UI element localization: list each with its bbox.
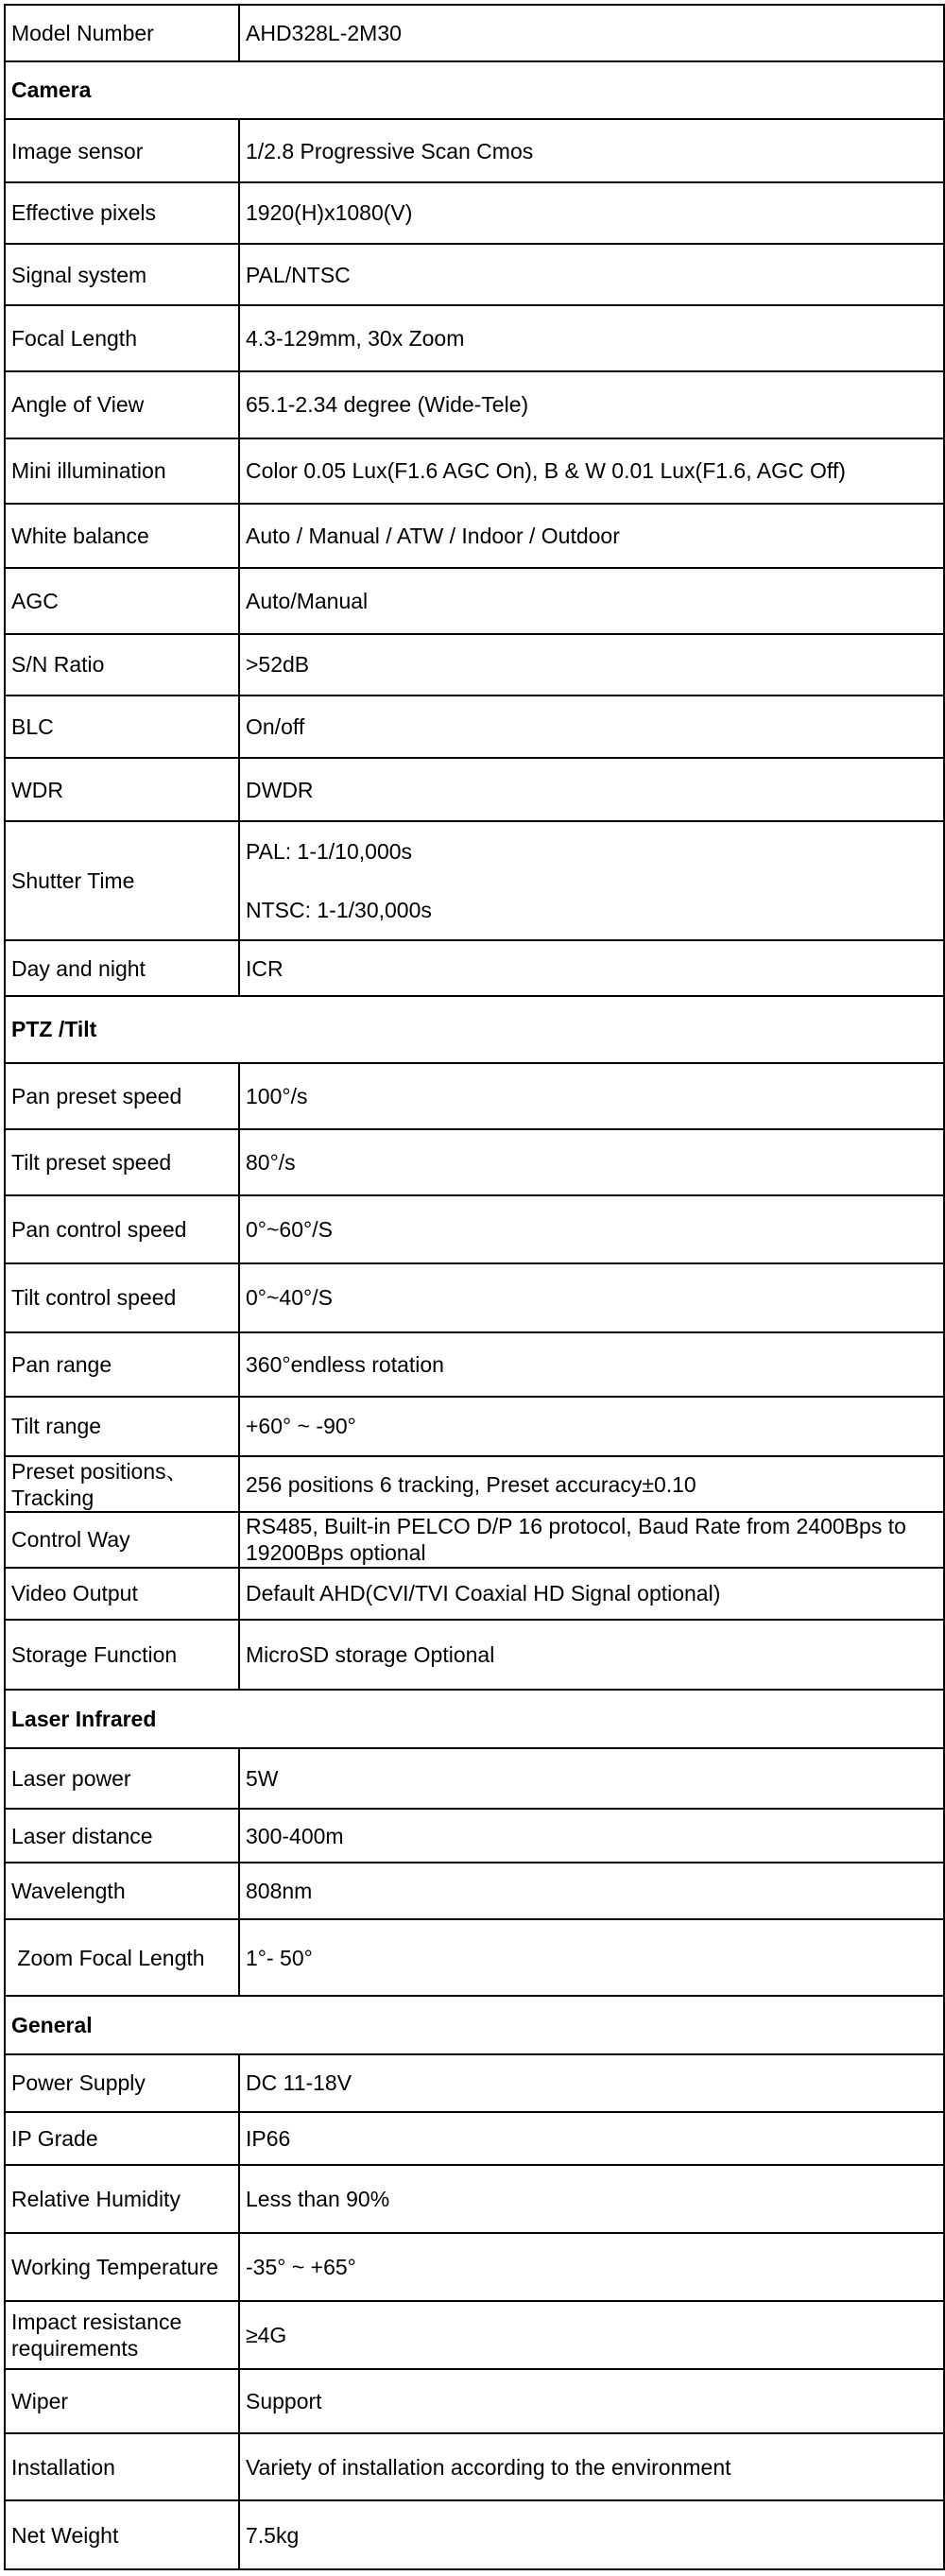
spec-row xyxy=(5,1129,944,1196)
spec-value: Variety of installation according to the environment xyxy=(239,2433,944,2500)
spec-label: Net Weight xyxy=(5,2500,239,2569)
spec-value-line: NTSC: 1-1/30,000s xyxy=(246,898,432,923)
spec-value: Auto / Manual / ATW / Indoor / Outdoor xyxy=(239,504,944,569)
spec-value: Support xyxy=(239,2369,944,2434)
spec-row xyxy=(5,2433,944,2500)
spec-label: Impact resistance requirements xyxy=(5,2301,239,2369)
spec-value: 808nm xyxy=(239,1863,944,1920)
spec-label: IP Grade xyxy=(5,2112,239,2166)
spec-row xyxy=(5,1863,944,1920)
spec-value: DWDR xyxy=(239,758,944,821)
spec-row xyxy=(5,2369,944,2434)
spec-row xyxy=(5,1063,944,1129)
section-header-row xyxy=(5,1690,944,1748)
spec-label: Image sensor xyxy=(5,119,239,182)
spec-value: 360°endless rotation xyxy=(239,1332,944,1397)
spec-label: Control Way xyxy=(5,1512,239,1568)
spec-value: On/off xyxy=(239,696,944,759)
spec-label: Shutter Time xyxy=(5,821,239,940)
spec-value: 4.3-129mm, 30x Zoom xyxy=(239,305,944,371)
spec-row xyxy=(5,1620,944,1690)
spec-value: 5W xyxy=(239,1748,944,1810)
spec-value: RS485, Built-in PELCO D/P 16 protocol, Baud Rate from 2400Bps to 19200Bps optional xyxy=(239,1512,944,1568)
spec-row xyxy=(5,2112,944,2166)
spec-row xyxy=(5,504,944,569)
spec-value: >52dB xyxy=(239,634,944,696)
spec-value-line: PAL: 1-1/10,000s xyxy=(246,839,413,865)
spec-label: AGC xyxy=(5,568,239,634)
spec-label: BLC xyxy=(5,696,239,759)
spec-value: 300-400m xyxy=(239,1809,944,1863)
spec-label: Mini illumination xyxy=(5,438,239,504)
spec-value: 65.1-2.34 degree (Wide-Tele) xyxy=(239,371,944,438)
spec-row xyxy=(5,1512,944,1568)
spec-row xyxy=(5,940,944,996)
spec-row xyxy=(5,2165,944,2233)
spec-value: 256 positions 6 tracking, Preset accuracy±0.10 xyxy=(239,1456,944,1512)
spec-label: Focal Length xyxy=(5,305,239,371)
spec-row xyxy=(5,2500,944,2569)
spec-value: IP66 xyxy=(239,2112,944,2166)
spec-row xyxy=(5,2233,944,2301)
spec-row xyxy=(5,1748,944,1810)
spec-value: 100°/s xyxy=(239,1063,944,1129)
spec-row xyxy=(5,119,944,182)
spec-table xyxy=(4,4,945,2570)
spec-label: Model Number xyxy=(5,5,239,61)
spec-label: Power Supply xyxy=(5,2054,239,2112)
spec-label: Day and night xyxy=(5,940,239,996)
spec-row xyxy=(5,1568,944,1621)
spec-value: 1°- 50° xyxy=(239,1919,944,1996)
spec-value: Default AHD(CVI/TVI Coaxial HD Signal optional) xyxy=(239,1568,944,1621)
spec-row xyxy=(5,1263,944,1332)
spec-label: Wavelength xyxy=(5,1863,239,1920)
spec-label: Video Output xyxy=(5,1568,239,1621)
spec-value xyxy=(239,821,944,940)
spec-row xyxy=(5,1195,944,1263)
spec-label: WDR xyxy=(5,758,239,821)
spec-row xyxy=(5,2301,944,2369)
spec-label: Signal system xyxy=(5,244,239,306)
spec-row xyxy=(5,1397,944,1457)
section-header-row xyxy=(5,1996,944,2054)
spec-label: Effective pixels xyxy=(5,182,239,244)
spec-row xyxy=(5,1456,944,1512)
spec-value: 1/2.8 Progressive Scan Cmos xyxy=(239,119,944,182)
spec-row xyxy=(5,1919,944,1996)
section-title: General xyxy=(5,1996,944,2054)
spec-row xyxy=(5,371,944,438)
spec-value: PAL/NTSC xyxy=(239,244,944,306)
spec-row xyxy=(5,2054,944,2112)
spec-value: Auto/Manual xyxy=(239,568,944,634)
spec-row xyxy=(5,182,944,244)
spec-label: Wiper xyxy=(5,2369,239,2434)
spec-value: Color 0.05 Lux(F1.6 AGC On), B & W 0.01 Lux(F1.6, AGC Off) xyxy=(239,438,944,504)
spec-label: S/N Ratio xyxy=(5,634,239,696)
spec-label: Pan control speed xyxy=(5,1195,239,1263)
spec-value: -35° ~ +65° xyxy=(239,2233,944,2301)
spec-value: AHD328L-2M30 xyxy=(239,5,944,61)
spec-value: 80°/s xyxy=(239,1129,944,1196)
section-title: PTZ /Tilt xyxy=(5,996,944,1063)
spec-label: Tilt control speed xyxy=(5,1263,239,1332)
section-header-row xyxy=(5,61,944,120)
spec-value: +60° ~ -90° xyxy=(239,1397,944,1457)
spec-value: 0°~60°/S xyxy=(239,1195,944,1263)
section-header-row xyxy=(5,996,944,1063)
spec-label: Laser distance xyxy=(5,1809,239,1863)
spec-row xyxy=(5,1809,944,1863)
spec-label: Installation xyxy=(5,2433,239,2500)
spec-label: Preset positions、Tracking xyxy=(5,1456,239,1512)
spec-label: Relative Humidity xyxy=(5,2165,239,2233)
spec-row xyxy=(5,305,944,371)
spec-value-spacer xyxy=(246,865,937,897)
spec-label: Working Temperature xyxy=(5,2233,239,2301)
spec-value: MicroSD storage Optional xyxy=(239,1620,944,1690)
spec-value: DC 11-18V xyxy=(239,2054,944,2112)
spec-row xyxy=(5,244,944,306)
spec-label: Tilt preset speed xyxy=(5,1129,239,1196)
section-title: Camera xyxy=(5,61,944,120)
spec-label: Pan preset speed xyxy=(5,1063,239,1129)
spec-label: Laser power xyxy=(5,1748,239,1810)
spec-row xyxy=(5,758,944,821)
spec-value: Less than 90% xyxy=(239,2165,944,2233)
spec-label: Tilt range xyxy=(5,1397,239,1457)
spec-label: Angle of View xyxy=(5,371,239,438)
section-title: Laser Infrared xyxy=(5,1690,944,1748)
spec-value: 1920(H)x1080(V) xyxy=(239,182,944,244)
spec-label: Zoom Focal Length xyxy=(5,1919,239,1996)
spec-label: Pan range xyxy=(5,1332,239,1397)
spec-value: 0°~40°/S xyxy=(239,1263,944,1332)
spec-row xyxy=(5,1332,944,1397)
spec-row xyxy=(5,5,944,61)
spec-label: White balance xyxy=(5,504,239,569)
spec-row xyxy=(5,438,944,504)
spec-row xyxy=(5,821,944,940)
spec-value: ≥4G xyxy=(239,2301,944,2369)
spec-label: Storage Function xyxy=(5,1620,239,1690)
spec-row xyxy=(5,696,944,759)
spec-table-body xyxy=(5,5,944,2569)
spec-row xyxy=(5,634,944,696)
spec-value: ICR xyxy=(239,940,944,996)
spec-row xyxy=(5,568,944,634)
spec-value: 7.5kg xyxy=(239,2500,944,2569)
